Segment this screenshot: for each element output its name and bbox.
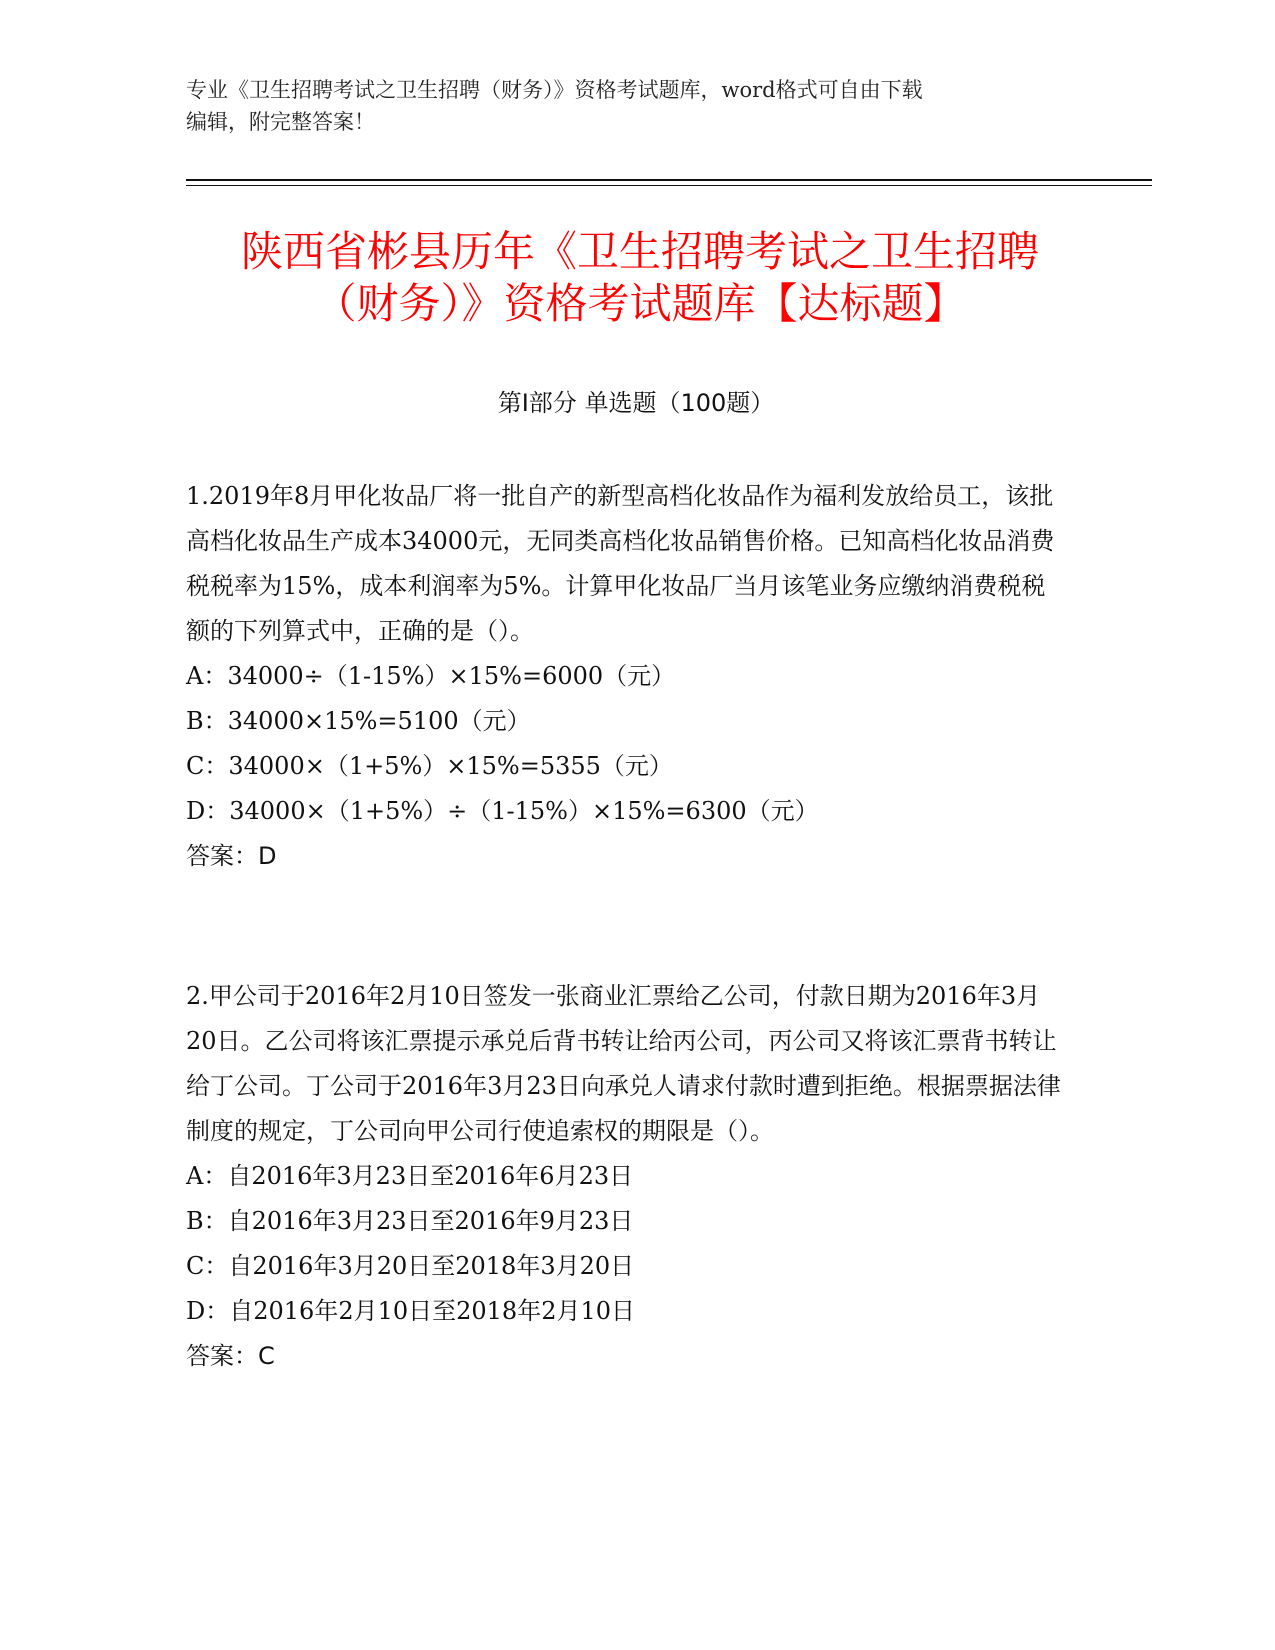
question-2: [186, 974, 1066, 1379]
header-divider-thick: [186, 179, 1152, 181]
header-note: 专业《卫生招聘考试之卫生招聘（财务）》资格考试题库，word格式可自由下载 编辑，附完整答案！: [186, 78, 923, 134]
answer-line: 答案：C: [186, 1342, 275, 1370]
header-divider-thin: [186, 185, 1152, 186]
answer-line: 答案：D: [186, 842, 277, 870]
option-b: B：自2016年3月23日至2016年9月23日: [186, 1207, 634, 1235]
option-a: A：自2016年3月23日至2016年6月23日: [186, 1162, 634, 1190]
option-d: D：34000×（1+5%）÷（1-15%）×15%=6300（元）: [186, 797, 819, 825]
question-stem: 1.2019年8月甲化妆品厂将一批自产的新型高档化妆品作为福利发放给员工，该批高档化妆品生产成本34000元，无同类高档化妆品销售价格。已知高档化妆品消费税税率为15%，成本利润率为5%。计算甲化妆品厂当月该笔业务应缴纳消费税税额的下列算式中，正确的是（）。: [186, 482, 1055, 645]
document-title: 陕西省彬县历年《卫生招聘考试之卫生招聘 （财务）》资格考试题库【达标题】: [240, 227, 1039, 328]
option-a: A：34000÷（1-15%）×15%=6000（元）: [186, 662, 676, 690]
section-title: 第I部分 单选题（100题）: [497, 389, 775, 417]
option-d: D：自2016年2月10日至2018年2月10日: [186, 1297, 636, 1325]
question-stem: 2.甲公司于2016年2月10日签发一张商业汇票给乙公司，付款日期为2016年3月20日。乙公司将该汇票提示承兑后背书转让给丙公司，丙公司又将该汇票背书转让给丁公司。丁公司于2016年3月23日向承兑人请求付款时遭到拒绝。根据票据法律制度的规定，丁公司向甲公司行使追索权的期限是（）。: [186, 982, 1061, 1145]
option-b: B：34000×15%=5100（元）: [186, 707, 531, 735]
option-c: C：34000×（1+5%）×15%=5355（元）: [186, 752, 673, 780]
question-1: [186, 474, 1066, 879]
option-c: C：自2016年3月20日至2018年3月20日: [186, 1252, 635, 1280]
